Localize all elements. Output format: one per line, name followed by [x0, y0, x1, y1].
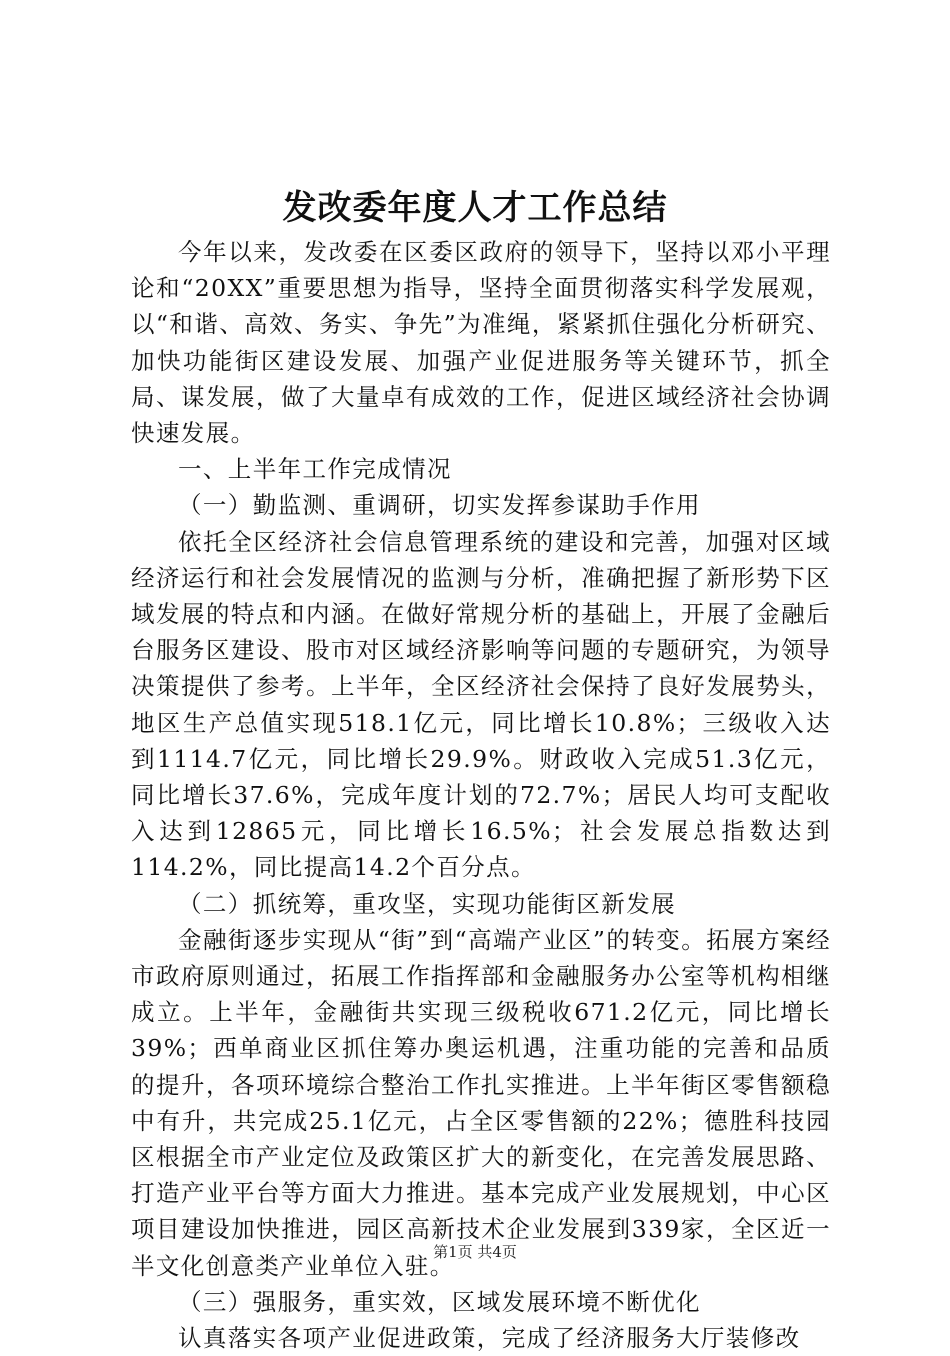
page-number-footer: 第1页 共4页: [433, 1243, 517, 1261]
section-heading: 一、上半年工作完成情况: [178, 455, 452, 484]
subsection-heading: （一）勤监测、重调研，切实发挥参谋助手作用: [178, 491, 701, 520]
document-title: 发改委年度人才工作总结: [282, 188, 668, 228]
subsection-heading: （三）强服务，重实效，区域发展环境不断优化: [178, 1287, 701, 1316]
subsection-heading: （二）抓统筹，重攻坚，实现功能街区新发展: [178, 889, 676, 918]
body-paragraph: 依托全区经济社会信息管理系统的建设和完善，加强对区域经济运行和社会发展情况的监测与分析，准确把握了新形势下区域发展的特点和内涵。在做好常规分析的基础上，开展了金融后台服务区建设、股市对区域经济影响等问题的专题研究，为领导决策提供了参考。上半年，全区经济社会保持了良好发展势头，地区生产总值实现518.1亿元，同比增长10.8%；三级收入达到1114.7亿元，同比增长29.9%。财政收入完成51.3亿元，同比增长37.6%，完成年度计划的72.7%；居民人均可支配收入达到12865元，同比增长16.5%；社会发展总指数达到114.2%，同比提高14.2个百分点。: [131, 527, 831, 882]
intro-paragraph: 今年以来，发改委在区委区政府的领导下，坚持以邓小平理论和“20XX”重要思想为指导，坚持全面贯彻落实科学发展观，以“和谐、高效、务实、争先”为准绳，紧紧抓住强化分析研究、加快功能街区建设发展、加强产业促进服务等关键环节，抓全局、谋发展，做了大量卓有成效的工作，促进区域经济社会协调快速发展。: [131, 238, 831, 448]
document-body: [131, 234, 831, 1356]
body-paragraph: 金融街逐步实现从“街”到“高端产业区”的转变。拓展方案经市政府原则通过，拓展工作指挥部和金融服务办公室等机构相继成立。上半年，金融街共实现三级税收671.2亿元，同比增长39%；西单商业区抓住筹办奥运机遇，注重功能的完善和品质的提升，各项环境综合整治工作扎实推进。上半年街区零售额稳中有升，共完成25.1亿元，占全区零售额的22%；德胜科技园区根据全市产业定位及政策区扩大的新变化，在完善发展思路、打造产业平台等方面大力推进。基本完成产业发展规划，中心区项目建设加快推进，园区高新技术企业发展到339家，全区近一半文化创意类产业单位入驻。: [131, 925, 831, 1280]
body-paragraph: 认真落实各项产业促进政策，完成了经济服务大厅装修改: [178, 1324, 801, 1353]
